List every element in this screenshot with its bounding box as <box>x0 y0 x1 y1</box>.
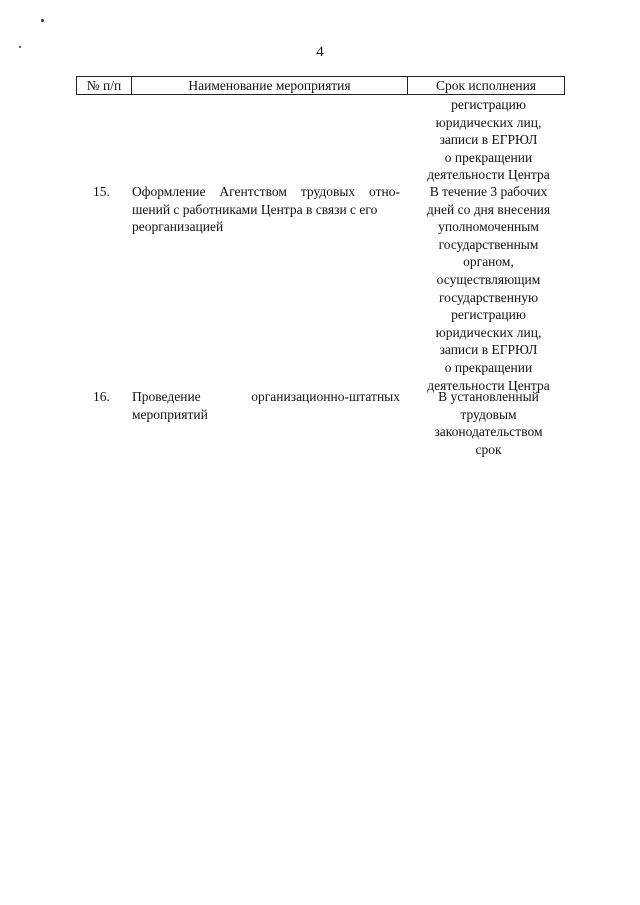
name-line: мероприятий <box>132 406 208 422</box>
term-line: о прекращении <box>444 359 533 375</box>
term-line: юридических лиц, <box>435 324 542 340</box>
term-line: юридических лиц, <box>435 114 542 130</box>
term-line: трудовым <box>460 406 517 422</box>
name-line: Оформление Агентством трудовых отно- <box>132 184 400 199</box>
row-event-name <box>132 388 400 423</box>
header-term: Срок исполнения <box>435 77 537 93</box>
continued-term-cell <box>411 96 566 184</box>
term-line: осуществляющим <box>436 271 541 287</box>
term-line: записи в ЕГРЮЛ <box>439 342 538 358</box>
term-line: о прекращении <box>444 149 533 165</box>
row-number: 16. <box>93 389 110 404</box>
term-line: уполномоченным <box>438 219 539 235</box>
header-num: № п/п <box>77 77 132 94</box>
row-term <box>411 183 566 394</box>
table-header <box>76 76 565 95</box>
term-line: законодательством <box>434 424 543 440</box>
term-line: В установленный <box>438 389 539 404</box>
name-line: реорганизацией <box>132 219 224 235</box>
scan-speck <box>41 19 44 22</box>
term-line: регистрацию <box>451 307 526 323</box>
term-line: записи в ЕГРЮЛ <box>439 132 538 148</box>
term-line: государственную <box>438 289 539 305</box>
term-line: регистрацию <box>451 97 526 112</box>
page-number: 4 <box>316 44 324 60</box>
term-line: органом, <box>463 254 514 270</box>
term-line: дней со дня внесения <box>426 201 551 217</box>
name-line: Проведение организационно-штатных <box>132 389 400 404</box>
term-line: деятельности Центра <box>427 377 550 393</box>
header-name: Наименование мероприятия <box>132 77 408 94</box>
name-line: шений с работниками Центра в связи с его <box>132 201 378 217</box>
term-line: срок <box>475 441 502 457</box>
term-line: В течение 3 рабочих <box>429 184 548 199</box>
row-event-name <box>132 183 400 236</box>
term-line: государственным <box>438 236 539 252</box>
term-line: деятельности Центра <box>427 167 550 183</box>
row-term <box>411 388 566 458</box>
row-number: 15. <box>93 184 110 199</box>
